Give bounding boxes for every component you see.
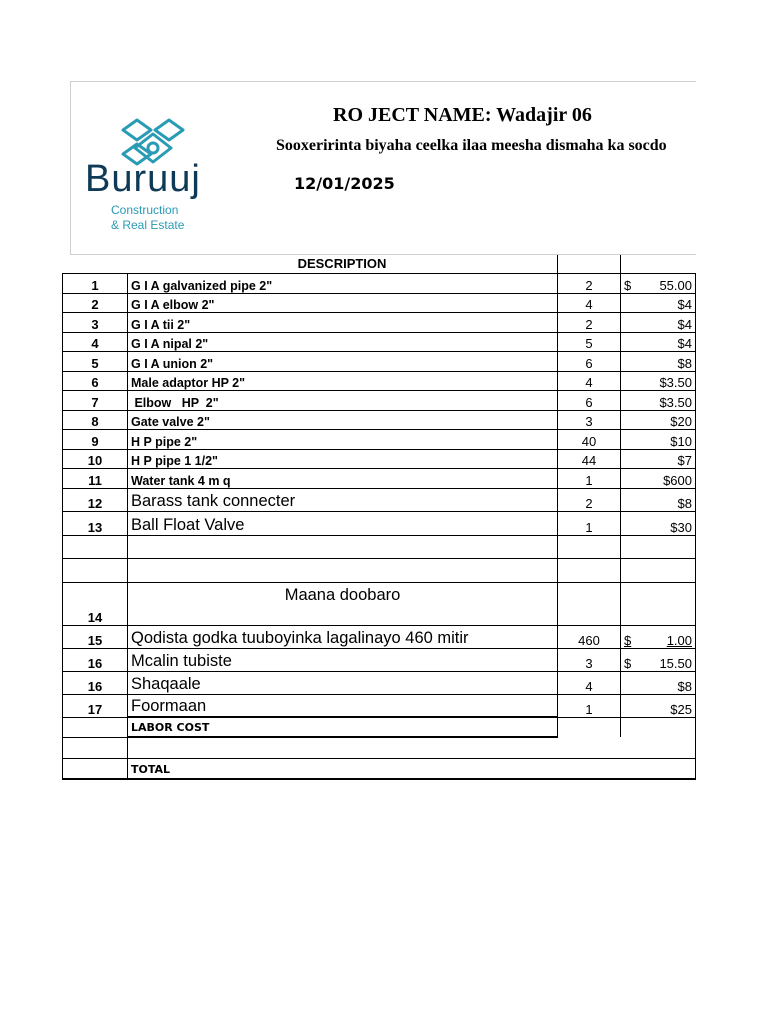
row-number: 13: [63, 512, 128, 536]
blank-cell: [63, 535, 128, 559]
row-price: $4: [621, 332, 696, 352]
row-description: G I A union 2": [128, 352, 558, 372]
row-number: 5: [63, 352, 128, 372]
table-row: [63, 371, 696, 391]
row-number: 8: [63, 410, 128, 430]
row-quantity: 6: [558, 352, 621, 372]
total-row: [63, 758, 696, 779]
row-quantity: 460: [558, 625, 621, 648]
row-number: 2: [63, 293, 128, 313]
blank-cell: [128, 737, 558, 758]
row-quantity: 6: [558, 391, 621, 411]
blank-cell: [621, 717, 696, 737]
row-price: $4: [621, 313, 696, 333]
labor-cost-text: LABOR COST: [131, 721, 210, 734]
row-description: Shaqaale: [128, 671, 558, 694]
row-quantity: 2: [558, 313, 621, 333]
table-row: [63, 332, 696, 352]
blank-cell: [63, 758, 128, 779]
row-quantity: 44: [558, 449, 621, 469]
labor-cost-label: [128, 717, 558, 737]
row-price: $3.50: [621, 371, 696, 391]
row-quantity: 4: [558, 671, 621, 694]
row-description: Qodista godka tuuboyinka lagalinayo 460 mitir: [128, 625, 558, 648]
project-title: RO JECT NAME: Wadajir 06: [333, 104, 592, 126]
blank-cell: [128, 535, 558, 559]
row-description: Ball Float Valve: [128, 512, 558, 536]
row-number: 16: [63, 648, 128, 671]
blank-row: [63, 559, 696, 583]
table-row: [63, 512, 696, 536]
row-price: $7: [621, 449, 696, 469]
currency-symbol: $: [624, 655, 632, 671]
column-divider: [620, 255, 621, 273]
row-description: G I A tii 2": [128, 313, 558, 333]
blank-cell: [558, 582, 621, 625]
labor-cost-row: [63, 717, 696, 737]
row-quantity: 4: [558, 293, 621, 313]
total-text: TOTAL: [131, 763, 171, 776]
blank-cell: [558, 535, 621, 559]
blank-cell: [558, 717, 621, 737]
currency-symbol: $: [624, 277, 632, 293]
spacer-row: [63, 737, 696, 758]
table-row: [63, 352, 696, 372]
row-description: Gate valve 2": [128, 410, 558, 430]
row-number: 16: [63, 671, 128, 694]
row-price: $10: [621, 430, 696, 450]
row-number: 1: [63, 274, 128, 294]
row-number: 6: [63, 371, 128, 391]
total-label: [128, 758, 558, 779]
blank-cell: [621, 582, 696, 625]
row-price: $8: [621, 488, 696, 512]
row-number: 12: [63, 488, 128, 512]
section-row: [63, 582, 696, 625]
row-quantity: 2: [558, 274, 621, 294]
table-row: [63, 625, 696, 648]
row-description: Mcalin tubiste: [128, 648, 558, 671]
table-row: [63, 694, 696, 717]
blank-row: [63, 535, 696, 559]
table-row: [63, 410, 696, 430]
row-price: $25: [621, 694, 696, 717]
row-quantity: 2: [558, 488, 621, 512]
table-row: [63, 469, 696, 489]
logo-wordmark: Buruuj: [85, 158, 201, 200]
blank-cell: [63, 559, 128, 583]
row-description: Elbow HP 2": [128, 391, 558, 411]
currency-symbol: $: [624, 632, 632, 648]
row-price: [621, 274, 696, 294]
blank-cell: [63, 737, 128, 758]
row-quantity: 4: [558, 371, 621, 391]
blank-cell: [558, 559, 621, 583]
row-number: 17: [63, 694, 128, 717]
row-quantity: 1: [558, 694, 621, 717]
table-row: [63, 293, 696, 313]
blank-cell: [63, 717, 128, 737]
row-quantity: 3: [558, 648, 621, 671]
blank-cell: [621, 559, 696, 583]
row-quantity: 40: [558, 430, 621, 450]
row-quantity: 1: [558, 469, 621, 489]
row-price: $30: [621, 512, 696, 536]
row-price: $600: [621, 469, 696, 489]
row-price: $4: [621, 293, 696, 313]
row-quantity: 5: [558, 332, 621, 352]
row-number: 14: [63, 582, 128, 625]
column-divider: [557, 255, 558, 273]
row-number: 3: [63, 313, 128, 333]
table-row: [63, 671, 696, 694]
row-price: $20: [621, 410, 696, 430]
blank-cell: [558, 737, 621, 758]
row-description: Barass tank connecter: [128, 488, 558, 512]
table-row: [63, 488, 696, 512]
row-number: 7: [63, 391, 128, 411]
table-row: [63, 449, 696, 469]
row-price: $8: [621, 352, 696, 372]
description-header: DESCRIPTION: [297, 256, 387, 271]
table-row: [63, 274, 696, 294]
row-quantity: 1: [558, 512, 621, 536]
row-price: [621, 625, 696, 648]
table-row: [63, 648, 696, 671]
price-value: 55.00: [659, 277, 692, 293]
row-number: 4: [63, 332, 128, 352]
section-heading: Maana doobaro: [128, 582, 558, 625]
row-price: $3.50: [621, 391, 696, 411]
row-description: G I A nipal 2": [128, 332, 558, 352]
table-row: [63, 391, 696, 411]
row-quantity: 3: [558, 410, 621, 430]
blank-cell: [558, 758, 621, 779]
items-body: [63, 274, 696, 780]
row-description: Foormaan: [128, 694, 558, 717]
row-description: Male adaptor HP 2": [128, 371, 558, 391]
blank-cell: [621, 758, 696, 779]
row-price: $8: [621, 671, 696, 694]
price-value: 15.50: [659, 655, 692, 671]
table-row: [63, 313, 696, 333]
row-description: H P pipe 2": [128, 430, 558, 450]
items-table: [62, 273, 696, 780]
blank-cell: [128, 559, 558, 583]
table-row: [63, 430, 696, 450]
project-subtitle: Sooxeririnta biyaha ceelka ilaa meesha dismaha ka socdo: [276, 137, 667, 154]
price-value: 1.00: [666, 632, 692, 648]
row-number: 10: [63, 449, 128, 469]
row-description: Water tank 4 m q: [128, 469, 558, 489]
row-number: 15: [63, 625, 128, 648]
row-number: 9: [63, 430, 128, 450]
row-description: H P pipe 1 1/2": [128, 449, 558, 469]
blank-cell: [621, 737, 696, 758]
project-header: [70, 81, 696, 255]
blank-cell: [621, 535, 696, 559]
logo-tagline-1: Construction: [111, 203, 179, 217]
row-price: [621, 648, 696, 671]
logo-tagline-2: & Real Estate: [111, 218, 185, 232]
row-description: G I A galvanized pipe 2": [128, 274, 558, 294]
project-date: 12/01/2025: [294, 174, 395, 193]
row-number: 11: [63, 469, 128, 489]
row-description: G I A elbow 2": [128, 293, 558, 313]
